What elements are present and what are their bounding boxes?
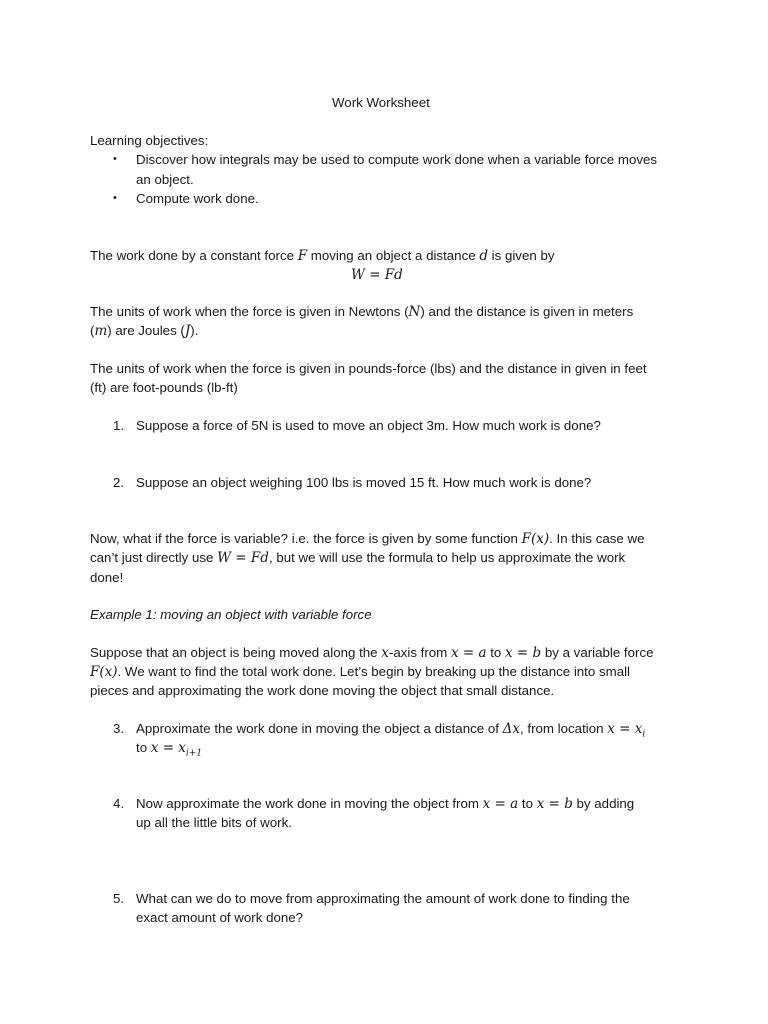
question-1: Suppose a force of 5N is used to move an object 3m. How much work is done?: [136, 418, 601, 433]
variable-force-line-1: Now, what if the force is variable? i.e. the force is given by some function F(x). In this case we: [90, 531, 645, 547]
example-1-heading: Example 1: moving an object with variable force: [90, 607, 372, 622]
question-1-number: 1.: [113, 418, 125, 433]
question-5-line-1: What can we do to move from approximating the amount of work done to finding the: [136, 891, 630, 906]
bullet-2: •: [113, 192, 117, 204]
objectives-heading: Learning objectives:: [90, 133, 209, 148]
question-4-number: 4.: [113, 796, 125, 811]
question-3-line-2: to $x = x_{i+1}$: [136, 740, 203, 759]
units-newtons-line-2: (m) are Joules (J).: [90, 323, 199, 339]
example-1-line-1: Suppose that an object is being moved along the x-axis from x = a to x = b by a variable force: [90, 645, 654, 661]
bullet-1: •: [113, 153, 117, 165]
objective-1-line-2: an object.: [136, 172, 194, 187]
question-3-number: 3.: [113, 721, 125, 736]
units-pounds-line-2: (ft) are foot-pounds (lb-ft): [90, 380, 238, 395]
question-4-line-2: up all the little bits of work.: [136, 815, 292, 830]
var-d: d: [479, 248, 488, 264]
var-F: F: [297, 248, 308, 264]
question-3-line-1: Approximate the work done in moving the object a distance of Δx, from location $x = x_i$: [136, 721, 646, 740]
example-1-line-2: F(x). We want to find the total work done. Let’s begin by breaking up the distance into small: [90, 664, 630, 680]
work-formula: W = Fd: [351, 267, 403, 283]
question-5-number: 5.: [113, 891, 125, 906]
question-2-number: 2.: [113, 475, 125, 490]
page-title: Work Worksheet: [332, 95, 430, 110]
units-pounds-line-1: The units of work when the force is given in pounds-force (lbs) and the distance in given in feet: [90, 361, 647, 376]
question-5-line-2: exact amount of work done?: [136, 910, 304, 925]
constant-force-sentence: The work done by a constant force F moving an object a distance d is given by: [90, 248, 555, 264]
question-2: Suppose an object weighing 100 lbs is moved 15 ft. How much work is done?: [136, 475, 592, 490]
variable-force-line-3: done!: [90, 570, 124, 585]
variable-force-line-2: can’t just directly use W = Fd, but we will use the formula to help us approximate the work: [90, 550, 626, 566]
example-1-line-3: pieces and approximating the work done moving the object that small distance.: [90, 683, 555, 698]
objective-1-line-1: Discover how integrals may be used to compute work done when a variable force moves: [136, 152, 658, 167]
question-4-line-1: Now approximate the work done in moving the object from x = a to x = b by adding: [136, 796, 635, 812]
objective-2: Compute work done.: [136, 191, 259, 206]
units-newtons-line-1: The units of work when the force is given in Newtons (N) and the distance is given in meters: [90, 304, 634, 320]
